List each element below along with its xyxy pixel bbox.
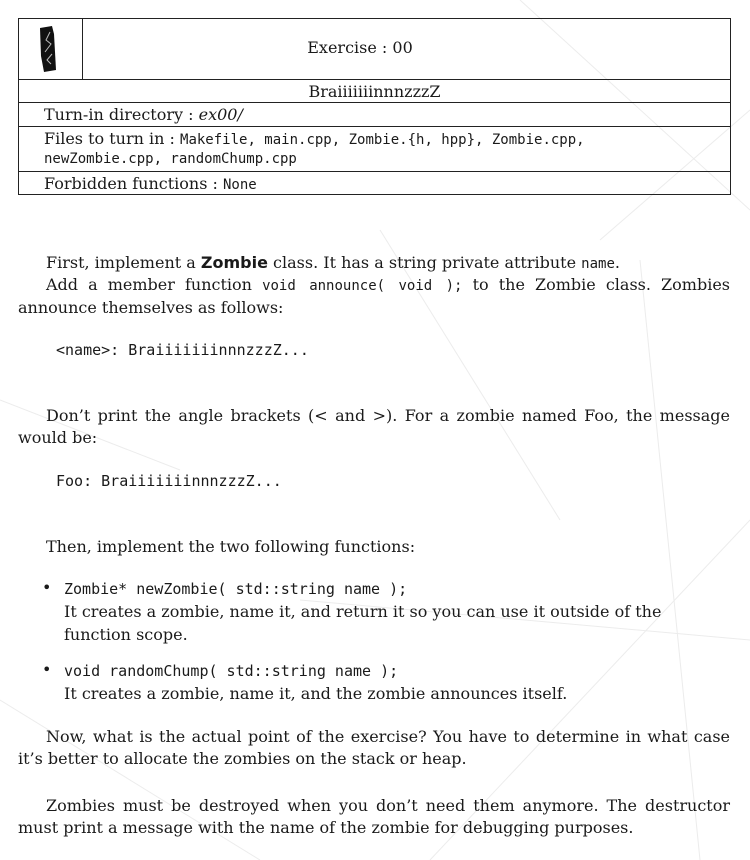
bullet-icon: • xyxy=(42,660,52,679)
text: . xyxy=(614,253,620,272)
paragraph-zombie-class xyxy=(18,252,730,275)
files-value: Makefile, main.cpp, Zombie.{h, hpp}, Zombie.cpp, xyxy=(180,132,585,148)
function-signature-randomchump: void randomChump( std::string name ); xyxy=(64,662,399,680)
function-signature-newzombie: Zombie* newZombie( std::string name ); xyxy=(64,580,408,598)
inline-code: void announce( void ); xyxy=(262,278,463,294)
text: class. It has a string private attribute xyxy=(267,253,582,272)
text: Add a member function xyxy=(46,275,263,294)
table-border xyxy=(18,171,731,172)
function-description: It creates a zombie, name it, and the zombie announces itself. xyxy=(64,684,568,703)
paragraph-announce xyxy=(18,274,730,319)
paragraph-destructor: Zombies must be destroyed when you don’t need them anymore. The destructor must print a message with the name of the zombie for debugging purposes. xyxy=(18,796,730,837)
paragraph-stack-heap: Now, what is the actual point of the exercise? You have to determine in what case it’s better to allocate the zombies on the stack or heap. xyxy=(18,727,730,768)
files-value-continued: newZombie.cpp, randomChump.cpp xyxy=(44,151,297,167)
table-border xyxy=(18,102,731,103)
forbidden-value: None xyxy=(222,177,257,193)
exercise-subtitle: BraiiiiiiinnnzzzZ xyxy=(308,82,441,101)
table-border xyxy=(18,126,731,127)
table-border-top xyxy=(18,18,731,19)
files-label: Files to turn in : xyxy=(44,129,181,148)
code-example-foo: Foo: BraiiiiiiinnnzzzZ... xyxy=(56,472,282,490)
code-example-announce: <name>: BraiiiiiiinnnzzzZ... xyxy=(56,341,309,359)
turnin-label: Turn-in directory : xyxy=(44,105,199,124)
table-border xyxy=(18,79,731,80)
table-border-right xyxy=(730,18,731,195)
exercise-number: 00 xyxy=(392,38,413,57)
school-logo-icon xyxy=(38,26,58,72)
exercise-label: Exercise : xyxy=(307,38,393,57)
table-border-bottom xyxy=(18,194,731,195)
text: to the Zombie class. Zombies announce themselves as follows: xyxy=(18,275,730,317)
table-border-left xyxy=(18,18,19,195)
exercise-title xyxy=(82,38,638,57)
bullet-icon: • xyxy=(42,578,52,597)
inline-code: name xyxy=(581,256,615,272)
function-description: It creates a zombie, name it, and return it so you can use it outside of the function scope. xyxy=(64,602,662,644)
text: First, implement a xyxy=(46,253,201,272)
paragraph-functions-intro: Then, implement the two following functions: xyxy=(46,537,416,556)
forbidden-label: Forbidden functions : xyxy=(44,174,223,193)
paragraph-angle-brackets: Don’t print the angle brackets (< and >). For a zombie named Foo, the message would be: xyxy=(18,406,730,447)
files-row xyxy=(44,129,585,148)
turnin-row xyxy=(44,105,243,124)
class-name-bold: Zombie xyxy=(200,253,268,272)
turnin-value: ex00/ xyxy=(198,105,243,124)
forbidden-row xyxy=(44,174,257,193)
